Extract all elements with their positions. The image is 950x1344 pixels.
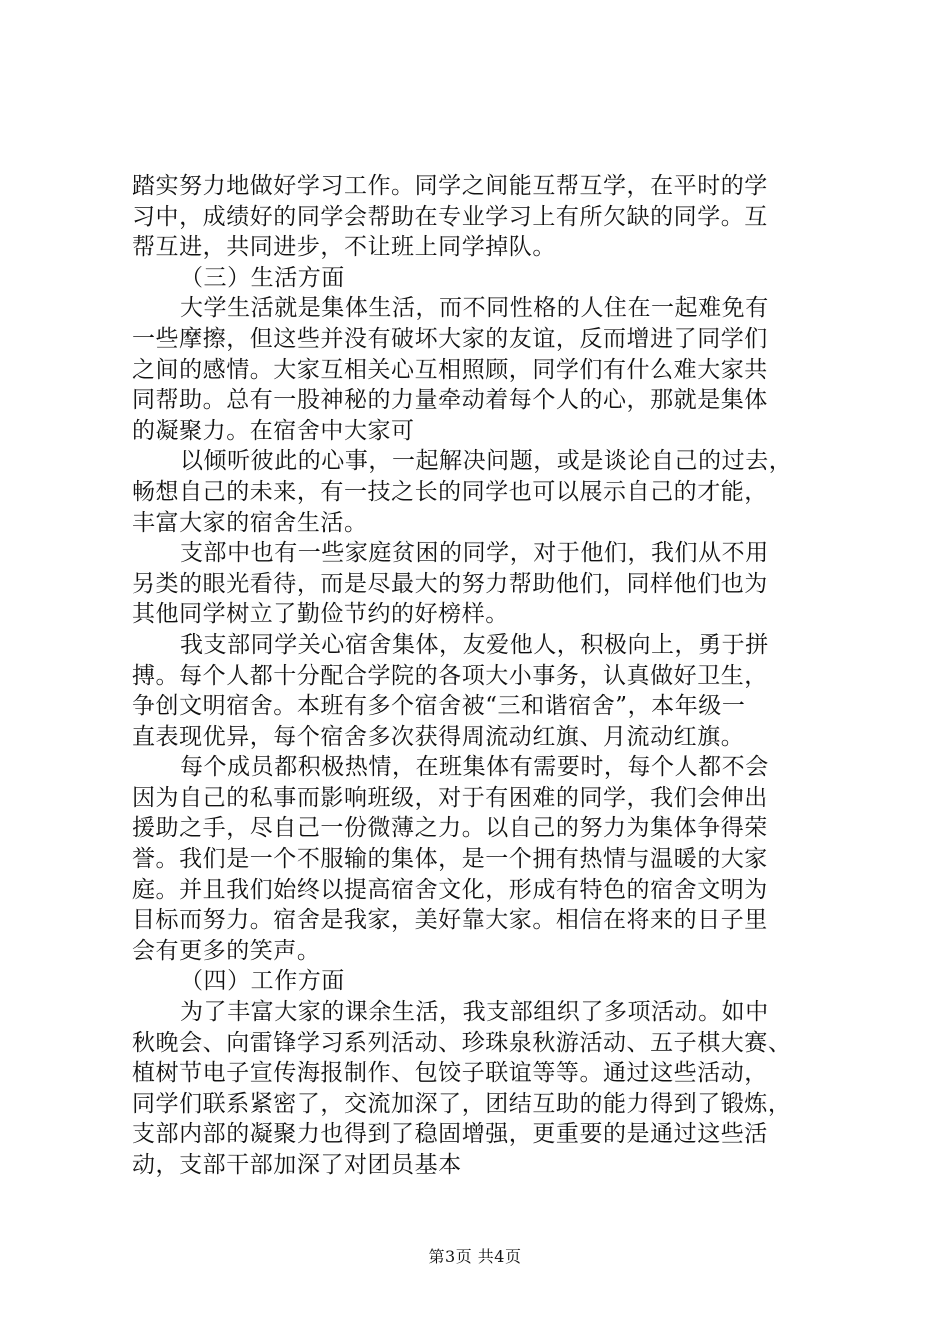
- text-line: 植树节电子宣传海报制作、包饺子联谊等等。通过这些活动，: [132, 1060, 768, 1087]
- text-line: 动，支部干部加深了对团员基本: [132, 1152, 462, 1178]
- text-line: 其他同学树立了勤俭节约的好榜样。: [132, 601, 509, 628]
- text-line: 习中，成绩好的同学会帮助在专业学习上有所欠缺的同学。互: [132, 203, 768, 230]
- page-footer: 第3页 共4页: [428, 1247, 522, 1266]
- text-line: 因为自己的私事而影响班级，对于有困难的同学，我们会伸出: [132, 784, 768, 811]
- text-line: 我支部同学关心宿舍集体，友爱他人，积极向上，勇于拼: [180, 631, 769, 658]
- text-line: 支部内部的凝聚力也得到了稳固增强，更重要的是通过这些活: [132, 1121, 768, 1148]
- text-line: 同帮助。总有一股神秘的力量牵动着每个人的心，那就是集体: [132, 387, 768, 414]
- text-line: 丰富大家的宿舍生活。: [132, 509, 368, 536]
- text-line: 会有更多的笑声。: [132, 937, 321, 964]
- text-line: 秋晚会、向雷锋学习系列活动、珍珠泉秋游活动、五子棋大赛、: [132, 1029, 792, 1056]
- text-line: 以倾听彼此的心事，一起解决问题，或是谈论自己的过去，: [180, 448, 793, 475]
- text-line: （四）工作方面: [180, 968, 345, 995]
- text-line: 畅想自己的未来，有一技之长的同学也可以展示自己的才能，: [132, 478, 768, 505]
- text-line: 大学生活就是集体生活，而不同性格的人住在一起难免有: [180, 295, 769, 322]
- text-line: （三）生活方面: [180, 264, 345, 291]
- text-line: 目标而努力。宿舍是我家，美好靠大家。相信在将来的日子里: [132, 907, 768, 934]
- document-body: [132, 171, 832, 1181]
- text-line: 踏实努力地做好学习工作。同学之间能互帮互学，在平时的学: [132, 173, 768, 199]
- text-line: 庭。并且我们始终以提高宿舍文化，形成有特色的宿舍文明为: [132, 876, 768, 903]
- text-line: 同学们联系紧密了，交流加深了，团结互助的能力得到了锻炼，: [132, 1090, 792, 1117]
- text-line: 直表现优异，每个宿舍多次获得周流动红旗、月流动红旗。: [132, 723, 745, 750]
- text-line: 争创文明宿舍。本班有多个宿舍被“三和谐宿舍”，本年级一: [132, 693, 746, 720]
- text-line: 的凝聚力。在宿舍中大家可: [132, 417, 415, 444]
- text-line: 每个成员都积极热情，在班集体有需要时，每个人都不会: [180, 754, 769, 781]
- text-line: 誉。我们是一个不服输的集体，是一个拥有热情与温暖的大家: [132, 846, 768, 873]
- text-line: 一些摩擦，但这些并没有破坏大家的友谊，反而增进了同学们: [132, 325, 768, 352]
- text-line: 之间的感情。大家互相关心互相照顾，同学们有什么难大家共: [132, 356, 768, 383]
- text-line: 帮互进，共同进步，不让班上同学掉队。: [132, 234, 556, 261]
- text-line: 支部中也有一些家庭贫困的同学，对于他们，我们从不用: [180, 540, 769, 567]
- text-line: 为了丰富大家的课余生活，我支部组织了多项活动。如中: [180, 999, 769, 1026]
- text-line: 另类的眼光看待，而是尽最大的努力帮助他们，同样他们也为: [132, 570, 768, 597]
- text-line: 援助之手，尽自己一份微薄之力。以自己的努力为集体争得荣: [132, 815, 768, 842]
- text-line: 搏。每个人都十分配合学院的各项大小事务，认真做好卫生，: [132, 662, 768, 689]
